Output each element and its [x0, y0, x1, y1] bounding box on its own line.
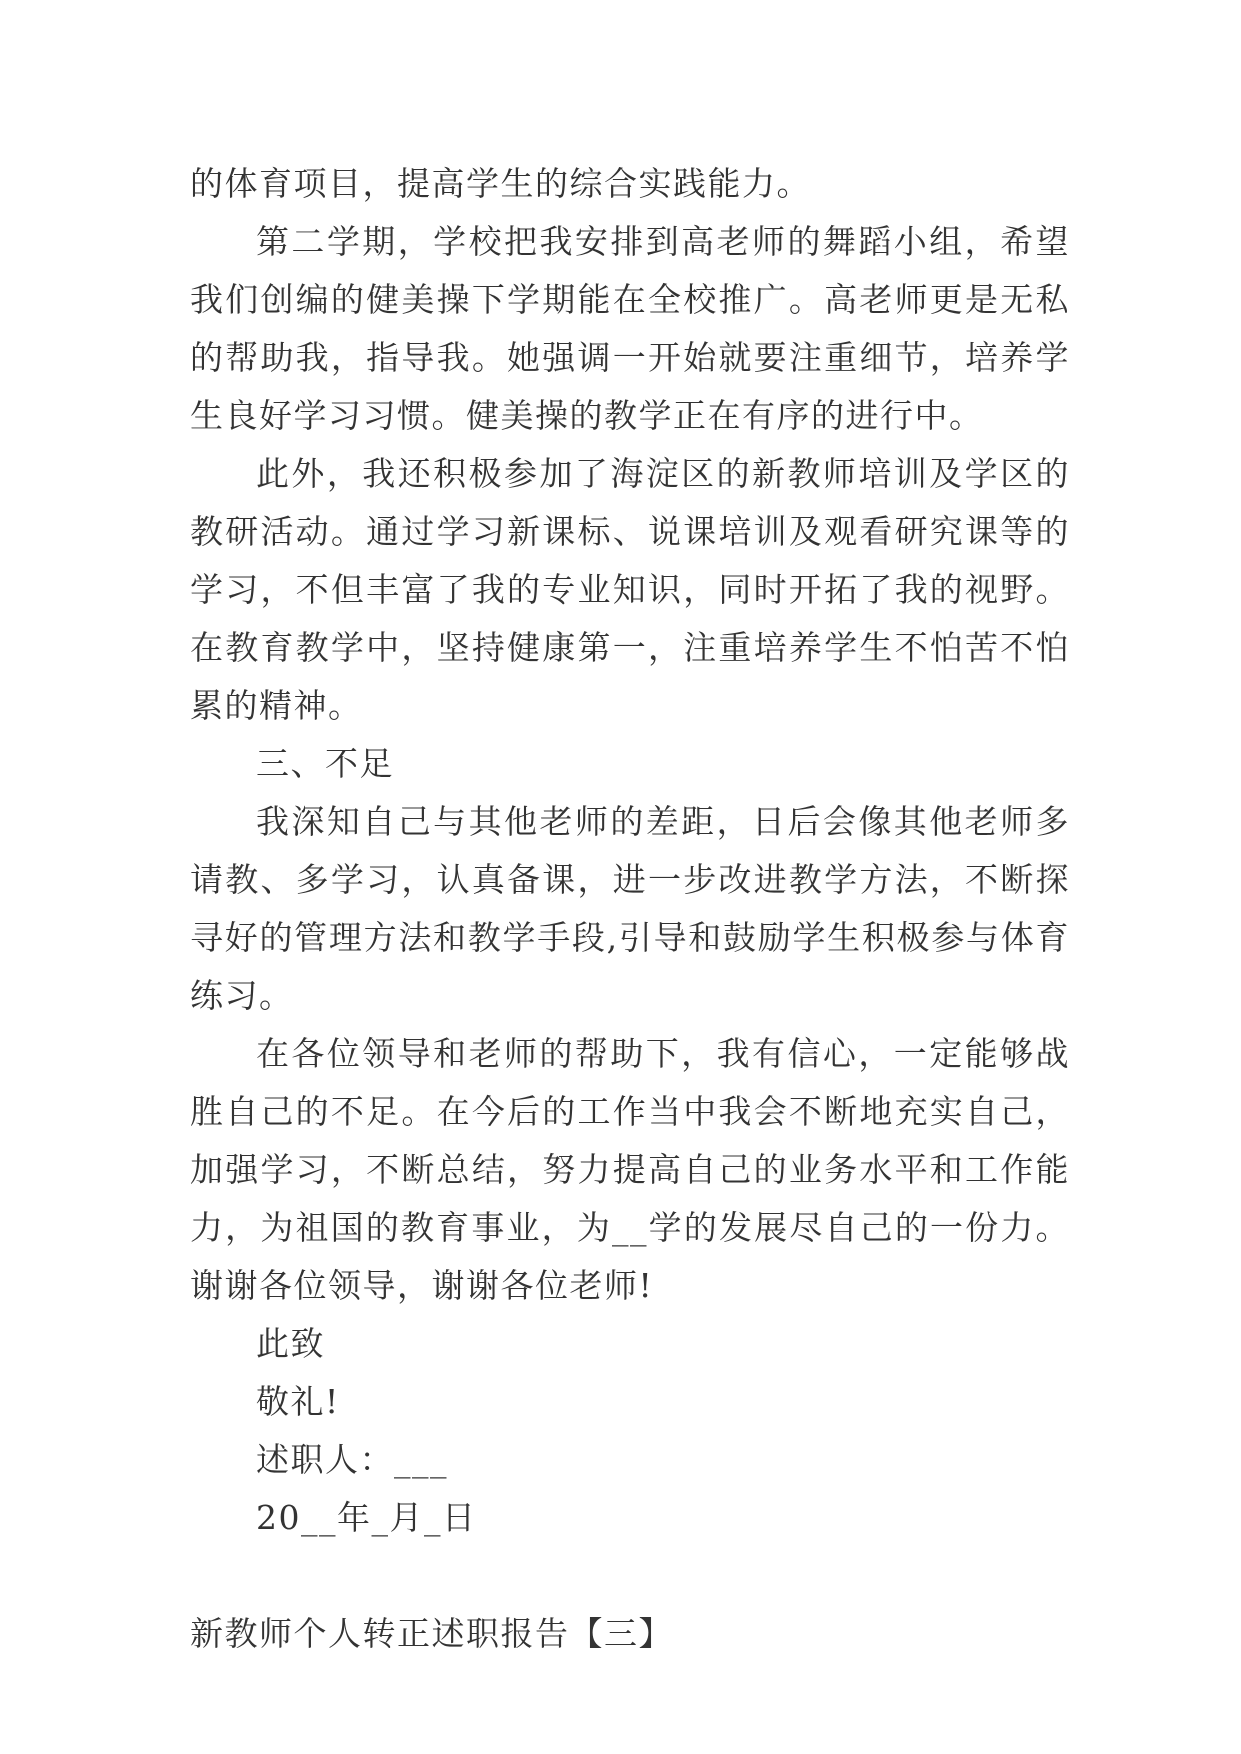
paragraph-training: 此外，我还积极参加了海淀区的新教师培训及学区的教研活动。通过学习新课标、说课培训及观看研究课等的学习，不但丰富了我的专业知识，同时开拓了我的视野。在教育教学中，坚持健康第一，注重培养学生不怕苦不怕累的精神。 [190, 454, 1070, 725]
salutation-line: 此致 [256, 1324, 325, 1363]
section-heading-shortcomings: 三、不足 [256, 744, 394, 783]
paragraph-continuation: 的体育项目，提高学生的综合实践能力。 [190, 164, 811, 203]
paragraph-shortcomings: 我深知自己与其他老师的差距，日后会像其他老师多请教、多学习，认真备课，进一步改进教学方法，不断探寻好的管理方法和教学手段,引导和鼓励学生积极参与体育练习。 [190, 802, 1070, 1015]
next-section-title: 新教师个人转正述职报告【三】 [190, 1614, 673, 1653]
paragraph-second-semester: 第二学期，学校把我安排到高老师的舞蹈小组，希望我们创编的健美操下学期能在全校推广。高老师更是无私的帮助我，指导我。她强调一开始就要注重细节，培养学生良好学习习惯。健美操的教学正在有序的进行中。 [190, 222, 1070, 435]
regards-line: 敬礼! [256, 1382, 340, 1421]
paragraph-closing: 在各位领导和老师的帮助下，我有信心，一定能够战胜自己的不足。在今后的工作当中我会不断地充实自己，加强学习，不断总结，努力提高自己的业务水平和工作能力，为祖国的教育事业，为__学的发展尽自己的一份力。谢谢各位领导，谢谢各位老师! [190, 1034, 1070, 1305]
reporter-line: 述职人：___ [256, 1440, 448, 1479]
date-line: 20__年_月_日 [256, 1498, 477, 1537]
blank-line [190, 1547, 1070, 1605]
document-body [190, 155, 1070, 1663]
